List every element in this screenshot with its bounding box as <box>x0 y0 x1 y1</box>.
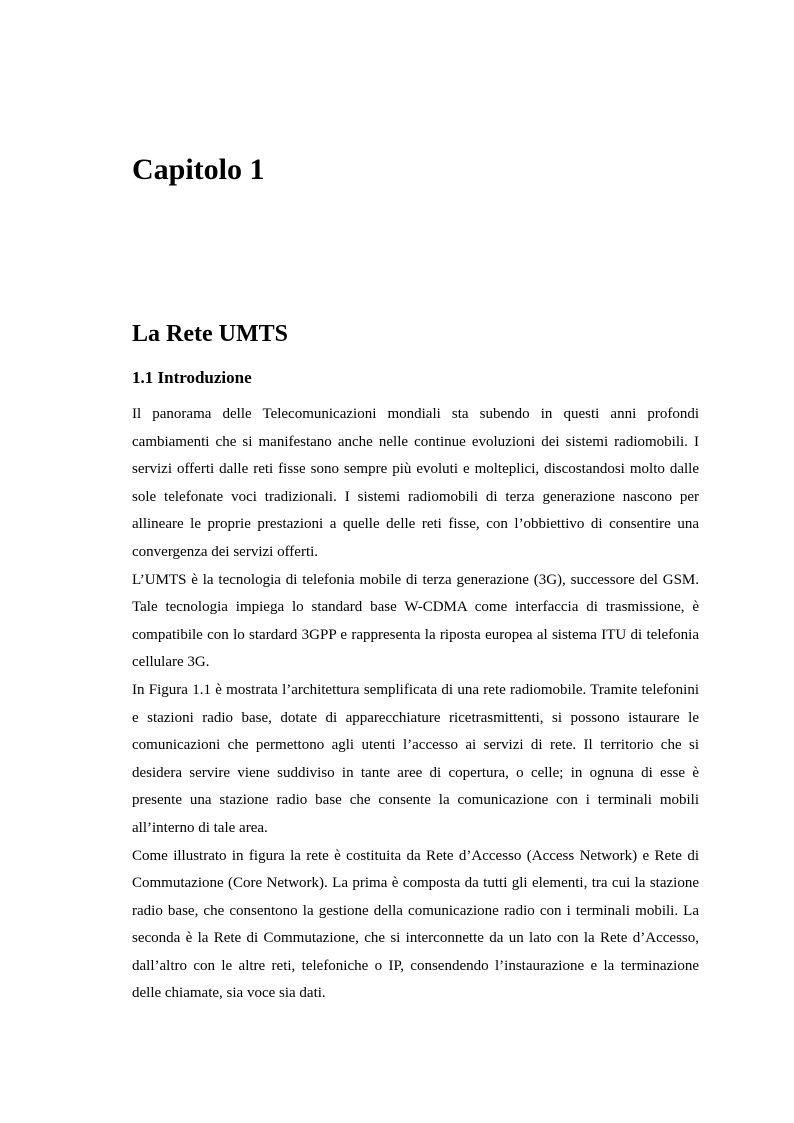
paragraph-2: L’UMTS è la tecnologia di telefonia mobile di terza generazione (3G), successore del GSM. Tale tecnologia impiega lo standard base W-CDMA come interfaccia di trasmissione, è compatibile con lo stardard 3GPP e rappresenta la riposta europea al sistema ITU di telefonia cellulare 3G. <box>132 571 699 671</box>
subsection-title: 1.1 Introduzione <box>132 368 252 387</box>
body-text <box>132 401 699 1008</box>
section-title: La Rete UMTS <box>132 321 288 347</box>
paragraph-1: Il panorama delle Telecomunicazioni mondiali sta subendo in questi anni profondi cambiamenti che si manifestano anche nelle continue evoluzioni dei sistemi radiomobili. I servizi offerti dalle reti fisse sono sempre più evoluti e molteplici, discostandosi molto dalle sole telefonate voci tradizionali. I sistemi radiomobili di terza generazione nascono per allineare le proprie prestazioni a quelle delle reti fisse, con l’obbiettivo di consentire una convergenza dei servizi offerti. <box>132 406 699 560</box>
paragraph-3: In Figura 1.1 è mostrata l’architettura semplificata di una rete radiomobile. Tramite telefonini e stazioni radio base, dotate di apparecchiature ricetrasmittenti, si possono istaurare le comunicazioni che permettono agli utenti l’accesso ai servizi di rete. Il territorio che si desidera servire viene suddiviso in tante aree di copertura, o celle; in ognuna di esse è presente una stazione radio base che consente la comunicazione con i terminali mobili all’interno di tale area. <box>132 681 699 836</box>
paragraph-4: Come illustrato in figura la rete è costituita da Rete d’Accesso (Access Network) e Rete di Commutazione (Core Network). La prima è composta da tutti gli elementi, tra cui la stazione radio base, che consentono la gestione della comunicazione radio con i terminali mobili. La seconda è la Rete di Commutazione, che si interconnette da un lato con la Rete d’Accesso, dall’altro con le altre reti, telefoniche o IP, consendendo l’instaurazione e la terminazione delle chiamate, sia voce sia dati. <box>132 847 699 1002</box>
chapter-title: Capitolo 1 <box>132 153 265 186</box>
